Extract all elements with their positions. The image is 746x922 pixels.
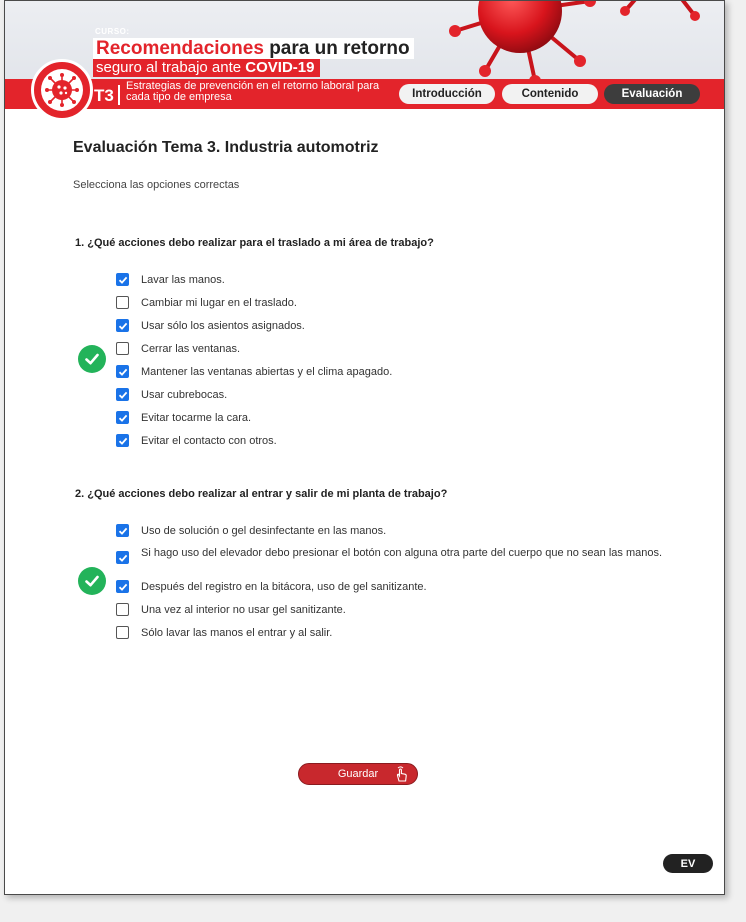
nav-introduccion-button[interactable]: Introducción	[399, 84, 495, 104]
option-label: Evitar tocarme la cara.	[141, 412, 252, 424]
option-label: Lavar las manos.	[141, 274, 225, 286]
course-header	[5, 1, 724, 109]
topic-divider	[118, 85, 120, 105]
option[interactable]	[116, 365, 681, 379]
option[interactable]	[116, 524, 681, 538]
correct-answer-icon	[78, 567, 106, 595]
hand-pointer-icon	[393, 765, 411, 783]
checkbox-unchecked[interactable]	[116, 296, 129, 309]
option-label: Mantener las ventanas abiertas y el clima apagado.	[141, 366, 393, 378]
course-window	[4, 0, 725, 895]
section-badge: EV	[663, 854, 713, 873]
check-icon	[118, 582, 128, 592]
check-icon	[118, 526, 128, 536]
option-label: Cambiar mi lugar en el traslado.	[141, 297, 297, 309]
option-label: Usar cubrebocas.	[141, 389, 228, 401]
option[interactable]	[116, 580, 681, 594]
option[interactable]	[116, 546, 681, 564]
checkbox-checked[interactable]	[116, 434, 129, 447]
option-label: Si hago uso del elevador debo presionar el botón con alguna otra parte del cuerpo que no sean las manos.	[141, 547, 663, 559]
option-label: Uso de solución o gel desinfectante en las manos.	[141, 525, 387, 537]
option[interactable]	[116, 411, 681, 425]
option[interactable]	[116, 388, 681, 402]
topic-subtitle: Estrategias de prevención en el retorno laboral para cada tipo de empresa	[126, 80, 380, 103]
checkbox-checked[interactable]	[116, 411, 129, 424]
checkbox-checked[interactable]	[116, 580, 129, 593]
course-title-line1: Recomendaciones para un retorno	[93, 38, 414, 59]
correct-answer-icon	[78, 345, 106, 373]
save-button[interactable]	[298, 763, 418, 785]
option[interactable]	[116, 626, 681, 640]
check-icon	[118, 436, 128, 446]
checkbox-checked[interactable]	[116, 365, 129, 378]
option[interactable]	[116, 342, 681, 356]
option-label: Usar sólo los asientos asignados.	[141, 320, 305, 332]
question-1: 1. ¿Qué acciones debo realizar para el traslado a mi área de trabajo?	[75, 237, 434, 249]
virus-logo-icon	[44, 72, 80, 108]
checkbox-unchecked[interactable]	[116, 342, 129, 355]
check-icon	[118, 553, 128, 563]
checkbox-checked[interactable]	[116, 319, 129, 332]
option-label: Sólo lavar las manos el entrar y al salir.	[141, 627, 333, 639]
option-label: Cerrar las ventanas.	[141, 343, 241, 355]
check-icon	[118, 321, 128, 331]
option-label: Después del registro en la bitácora, uso de gel sanitizante.	[141, 581, 427, 593]
nav-contenido-button[interactable]: Contenido	[502, 84, 598, 104]
checkbox-checked[interactable]	[116, 388, 129, 401]
checkbox-unchecked[interactable]	[116, 603, 129, 616]
option[interactable]	[116, 273, 681, 287]
page-title: Evaluación Tema 3. Industria automotriz	[73, 139, 379, 156]
topic-code: T3	[94, 86, 114, 105]
check-icon	[118, 367, 128, 377]
option-label: Evitar el contacto con otros.	[141, 435, 277, 447]
instructions: Selecciona las opciones correctas	[73, 179, 240, 191]
checkbox-checked[interactable]	[116, 524, 129, 537]
option[interactable]	[116, 603, 681, 617]
course-label: CURSO:	[95, 27, 130, 36]
virus-illustration-icon	[425, 1, 724, 91]
checkbox-unchecked[interactable]	[116, 626, 129, 639]
save-button-label: Guardar	[337, 768, 379, 780]
checkbox-checked[interactable]	[116, 273, 129, 286]
question-2: 2. ¿Qué acciones debo realizar al entrar y salir de mi planta de trabajo?	[75, 488, 448, 500]
check-icon	[118, 413, 128, 423]
course-logo	[31, 59, 93, 121]
option[interactable]	[116, 434, 681, 448]
course-title-line2: seguro al trabajo ante COVID-19	[93, 59, 320, 77]
option[interactable]	[116, 319, 681, 333]
option-label: Una vez al interior no usar gel sanitizante.	[141, 604, 346, 616]
check-icon	[118, 275, 128, 285]
checkbox-checked[interactable]	[116, 551, 129, 564]
option[interactable]	[116, 296, 681, 310]
check-icon	[118, 390, 128, 400]
nav-evaluacion-button[interactable]: Evaluación	[604, 84, 700, 104]
